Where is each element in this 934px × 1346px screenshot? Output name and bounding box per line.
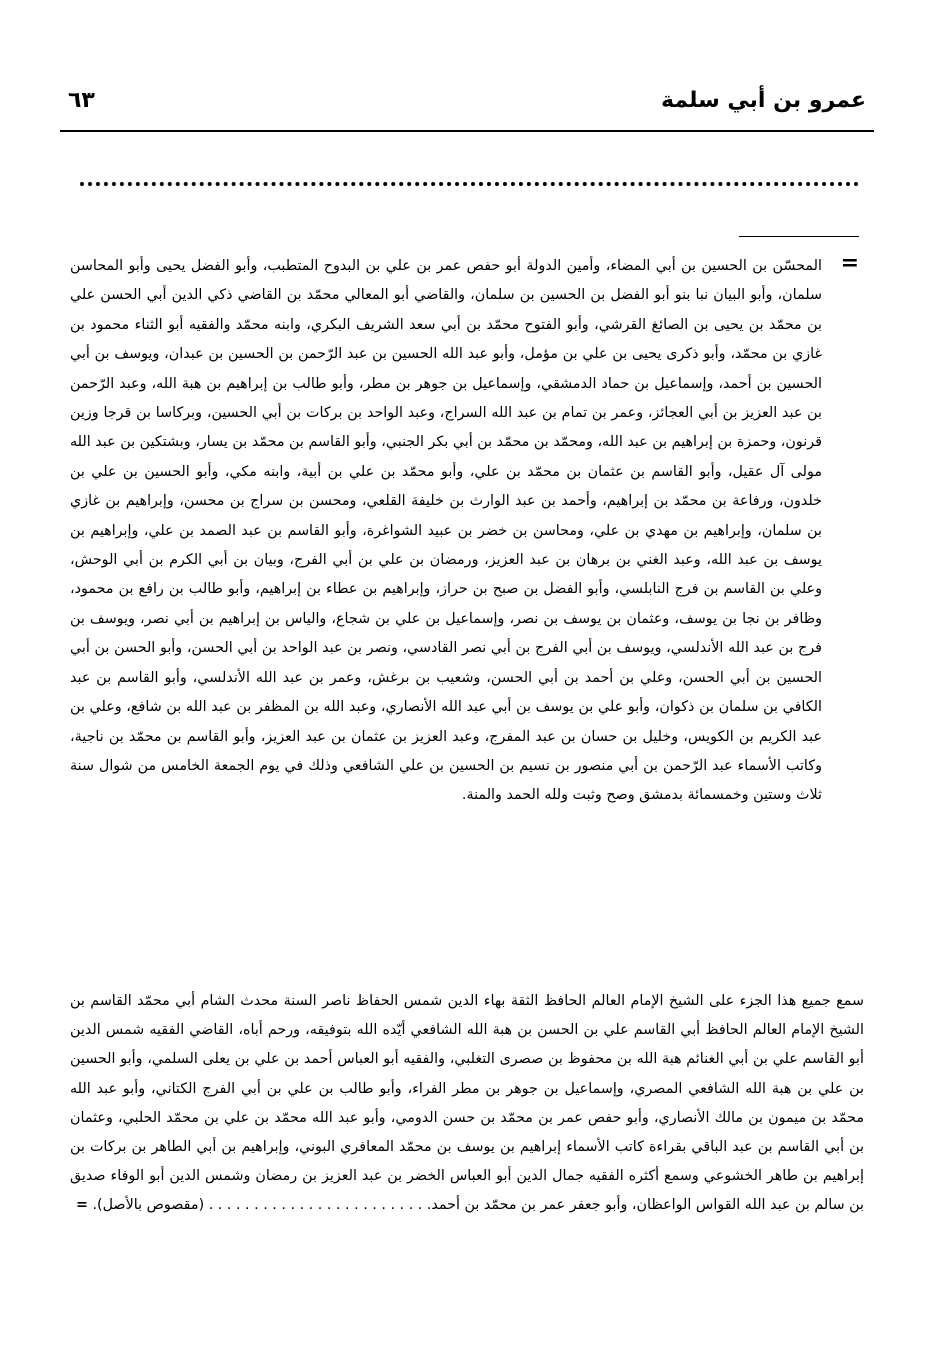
header-rule [60,130,874,132]
footnote-paragraph-2-text: سمع جميع هذا الجزء على الشيخ الإمام العالم الحافظ الثقة بهاء الدين شمس الحفاظ ناصر السنة محدث الشام أبي محمّد القاسم بن الشيخ الإمام العالم الحافظ أبي القاسم علي بن الحسن بن هبة الله الشافعي أيّده الله بتوفيقه، ورحم أباه، القاضي الفقيه شمس الدين أبو القاسم علي بن أبي الغنائم هبة الله بن محفوظ بن صصرى التغلبي، والفقيه أبو العباس أحمد بن علي بن يعلى السلمي، وأبو الحسين بن علي بن هبة الله الشافعي المصري، وإسماعيل بن جوهر بن مطر الفراء، وأبو طالب بن علي بن أبي الفرج الكتاني، وأبو عبد الله محمّد بن ميمون بن مالك الأنصاري، وأبو حفص عمر بن محمّد بن حسن الدومي، وأبو عبد الله محمّد بن علي بن محمّد الحلبي، وعثمان بن أبي القاسم بن عبد الباقي بقراءة كاتب الأسماء إبراهيم بن يوسف بن محمّد المعافري البوني، وإبراهيم بن أبي الطاهر بن بركات بن إبراهيم بن طاهر الخشوعي وسمع أكثره الفقيه جمال الدين أبو العباس الخضر بن عبد العزيز بن رمضان وشمس الدين أبو الوفاء صديق بن سالم بن عبد الله القواس الواعظان، وأبو جعفر عمر بن محمّد بن أحمد. . . . . . . . . . . . . . . . . . . . . . . . . (مقصوص بالأصل). [70,993,864,1214]
page-header [60,88,874,128]
dotted-separator [80,182,859,186]
footnote-paragraph-2 [70,987,864,1221]
footnote-continuation-marker: = [840,250,859,276]
footnote-rule [739,236,859,237]
page-number: ٦٣ [68,88,95,113]
footnote-end-marker: = [75,1197,88,1214]
running-title: عمرو بن أبي سلمة [661,88,866,113]
footnote-paragraph-1: المحسّن بن الحسين بن أبي المضاء، وأمين الدولة أبو حفص عمر بن علي بن البدوح المتطبب، وأبو الفضل يحيى وأبو المحاسن سلمان، وأبو البيان نبا بنو أبو الفضل بن الحسين بن سلمان، والقاضي أبو المعالي محمّد بن القاضي ذكي الدين أبي الحسن علي بن محمّد بن يحيى بن الصائغ القرشي، وأبو الفتوح محمّد بن أبي سعد الشريف البكري، وابنه محمّد والفقيه أبو الثناء محمود بن غازي بن محمّد، وأبو ذكرى يحيى بن علي بن مؤمل، وأبو عبد الله الحسين بن عبد الرّحمن بن الحسين بن عبدان، ويوسف بن أبي الحسين بن أحمد، وإسماعيل بن حماد الدمشقي، وإسماعيل بن جوهر بن مطر، وأبو طالب بن إبراهيم بن هبة الله، وعبد الرّحمن بن عبد العزيز بن أبي العجائز، وعمر بن تمام بن عبد الله السراج، وعبد الواحد بن بركات بن أبي الحسين، وبركاسا بن قرجا وزين قرنون، وحمزة بن إبراهيم بن عبد الله، ومحمّد بن محمّد بن أبي بكر الجنبي، وأبو القاسم بن محمّد بن يسار، وبشتكين بن عبد الله مولى آل عقيل، وأبو القاسم بن عثمان بن محمّد بن علي، وأبو محمّد بن علي بن أبية، وابنه مكي، وأبو الحسين بن علي بن خلدون، ورفاعة بن محمّد بن إبراهيم، وأحمد بن عبد الوارث بن خليفة القلعي، ومحسن بن سراج بن محسن، وإبراهيم بن غازي بن سلمان، وإبراهيم بن مهدي بن علي، ومحاسن بن خضر بن عبيد الشواغرة، وأبو القاسم بن عبد الصمد بن علي، وإبراهيم بن يوسف بن عبد الله، وعبد الغني بن برهان بن عبد العزيز، ورمضان بن علي بن أبي الفرج، وبيان بن أبي الكرم بن أبي الوحش، وعلي بن القاسم بن فرج النابلسي، وأبو الفضل بن صبح بن حراز، وإبراهيم بن عطاء بن إبراهيم، وأبو طالب بن رافع بن محمود، وظافر بن نجا بن يوسف، وعثمان بن يوسف بن نصر، وإسماعيل بن علي بن شجاع، والياس بن إبراهيم بن أبي نصر، ويوسف بن فرج بن عبد الله الأندلسي، ويوسف بن أبي الفرج بن أبي نصر القادسي، ونصر بن عبد الواحد بن أبي الحسن، وأبو الحسن بن أبي الحسين بن أبي الحسن، وعلي بن أحمد بن أبي الحسن، وشعيب بن برغش، وعمر بن عبد الله الأندلسي، وأبو القاسم بن عبد الكافي بن سلمان بن ذكوان، وأبو علي بن يوسف بن أبي عبد الله الأنصاري، وعبد الله بن المظفر بن عبد الله بن شافع، وعلي بن عبد الكريم بن الكويس، وخليل بن حسان بن عبد المفرج، وعبد العزيز بن عثمان بن عبد العزيز، وأبو القاسم بن محمّد بن ناجية، وكاتب الأسماء عبد الرّحمن بن أبي منصور بن نسيم بن الحسين بن علي الشافعي وذلك في يوم الجمعة الخامس من شوال سنة ثلاث وستين وخمسمائة بدمشق وصح وثبت ولله الحمد والمنة. [70,258,822,804]
